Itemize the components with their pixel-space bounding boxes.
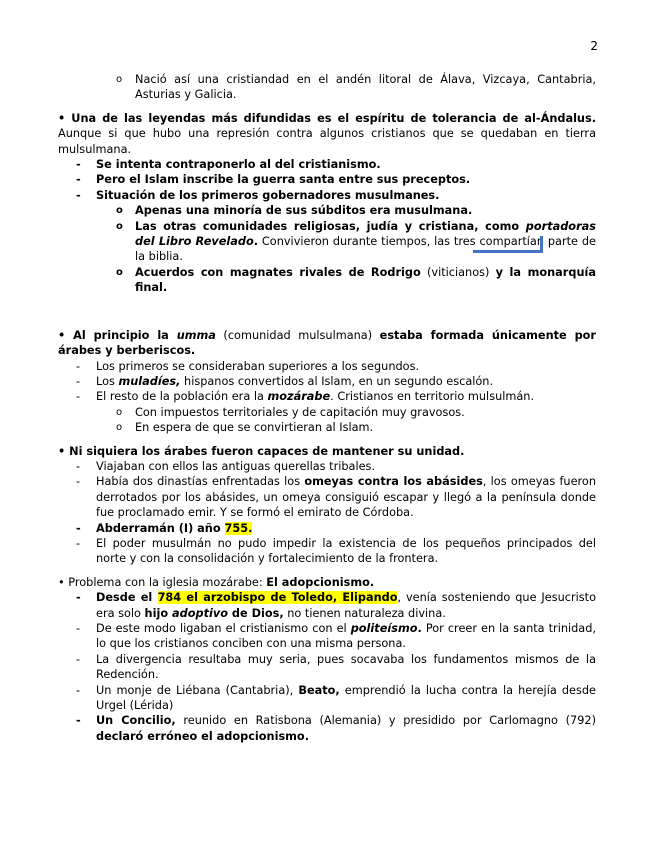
list-item: - El poder musulmán no pudo impedir la existencia de los pequeños principados del norte y con la consolidación y fortalecimiento de la frontera. — [76, 536, 596, 566]
list-item: - La divergencia resultaba muy seria, pues socavaba los fundamentos mismos de la Redención. — [76, 652, 596, 682]
list-item: - Los primeros se consideraban superiores a los segundos. — [76, 359, 420, 373]
list-item: - Se intenta contraponerlo al del cristianismo. — [76, 158, 381, 172]
list-item: - Había dos dinastías enfrentadas los omeyas contra los abásides, los omeyas fueron derrotados por los abásides, un omeya consiguió escapar y llegó a la península donde fue proclamado emir. Y se formó el emirato de Córdoba. — [76, 475, 597, 520]
list-item: o Con impuestos territoriales y de capitación muy gravosos. — [116, 405, 465, 419]
list-item: o Apenas una minoría de sus súbditos era musulmana. — [116, 204, 473, 218]
circle-bullet-icon: o — [116, 220, 123, 232]
highlight-755: 755. — [224, 521, 253, 535]
list-item: - Situación de los primeros gobernadores musulmanes. — [76, 188, 440, 202]
list-item: - Viajaban con ellos las antiguas querellas tribales. — [76, 459, 376, 473]
section-heading-adopcionismo: • Problema con la iglesia mozárabe: El adopcionismo. — [58, 575, 375, 589]
list-item: - Un monje de Liébana (Cantabria), Beato, emprendió la lucha contra la herejía desde Urgel (Lérida) — [76, 683, 596, 713]
circle-bullet-icon: o — [116, 266, 123, 278]
list-item: o En espera de que se convirtieran al Islam. — [116, 421, 374, 435]
list-item: o Acuerdos con magnates rivales de Rodrigo (viticianos) y la monarquía final. — [116, 265, 596, 295]
list-item: - Los muladíes, hispanos convertidos al Islam, en un segundo escalón. — [76, 374, 494, 388]
blue-arrow-shape — [473, 236, 543, 253]
list-item: - Desde el 784 el arzobispo de Toledo, Elipando, venía sosteniendo que Jesucristo era solo hijo adoptivo de Dios, no tienen naturaleza divina. — [76, 591, 596, 620]
section-heading-tolerance: • Una de las leyendas más difundidas es el espíritu de tolerancia de al-Ándalus. Aunque si que hubo una represión contra algunos cristianos que se quedaban en tierra mulsulmana. — [58, 111, 596, 156]
circle-bullet-icon: o — [116, 205, 123, 217]
list-item: - Pero el Islam inscribe la guerra santa entre sus preceptos. — [76, 173, 471, 187]
list-item: - El resto de la población era la mozárabe. Cristianos en territorio mulsulmán. — [76, 390, 535, 404]
circle-bullet-icon: o — [116, 406, 123, 418]
section-heading-unity: • Ni siquiera los árabes fueron capaces de mantener su unidad. — [58, 444, 465, 458]
document-body — [58, 72, 596, 744]
page-number: 2 — [590, 39, 598, 53]
list-item: - De este modo ligaban el cristianismo con el politeísmo. Por creer en la santa trinidad, lo que los cristianos conciben con una misma persona. — [76, 622, 596, 651]
circle-bullet-icon: o — [116, 422, 123, 434]
list-item: o Nació así una cristiandad en el andén litoral de Álava, Vizcaya, Cantabria, Asturias y Galicia. — [116, 73, 596, 102]
list-item: - Un Concilio, reunido en Ratisbona (Alemania) y presidido por Carlomagno (792) declaró erróneo el adopcionismo. — [76, 714, 596, 743]
section-heading-umma: • Al principio la umma (comunidad mulsulmana) estaba formada únicamente por árabes y berberiscos. — [58, 328, 596, 358]
circle-bullet-icon: o — [116, 74, 123, 85]
list-item: - Abderramán (I) año 755. — [76, 521, 253, 535]
list-item: o Las otras comunidades religiosas, judía y cristiana, como portadoras del Libro Revelado. Convivieron durante tiempos, las tres compartían parte de la biblia. — [116, 219, 596, 264]
highlight-elipando: 784 el arzobispo de Toledo, Elipando — [157, 591, 398, 605]
